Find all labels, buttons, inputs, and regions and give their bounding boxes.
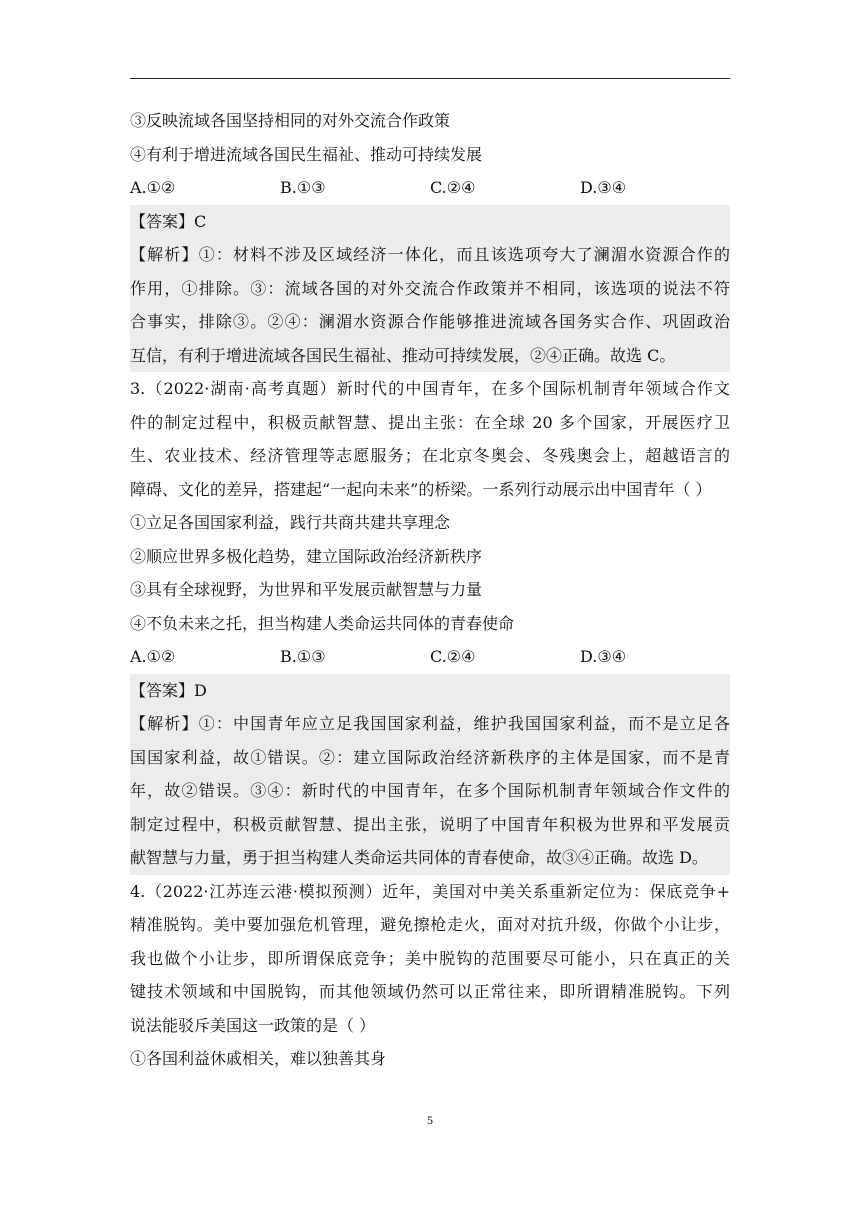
q3-analysis-line: 年，故②错误。③④：新时代的中国青年，在多个国际机制青年领域合作文件的 xyxy=(130,781,730,800)
q3-choices xyxy=(130,640,730,674)
q2-analysis-line: 合事实，排除③。②④：澜湄水资源合作能够推进流域各国务实合作、巩固政治 xyxy=(130,312,730,331)
q2-analysis-line: 互信，有利于增进流域各国民生福祉、推动可持续发展，②④正确。故选 C。 xyxy=(130,345,676,365)
q3-stem-line: 障碍、文化的差异，搭建起“一起向未来”的桥梁。一系列行动展示出中国青年（ ） xyxy=(130,479,712,499)
q3-option-3: ③具有全球视野，为世界和平发展贡献智慧与力量 xyxy=(130,580,483,599)
q3-analysis-line: 制定过程中，积极贡献智慧、提出主张，说明了中国青年积极为世界和平发展贡 xyxy=(130,814,730,834)
q3-stem-line: 生、农业技术、经济管理等志愿服务；在北京冬奥会、冬残奥会上，超越语言的 xyxy=(130,446,730,465)
q3-analysis-line: 国国家利益，故①错误。②：建立国际政治经济新秩序的主体是国家，而不是青 xyxy=(130,747,730,767)
q3-choice-a: A.①② xyxy=(130,647,176,666)
q3-choice-b: B.①③ xyxy=(280,647,326,666)
q2-choices xyxy=(130,171,730,205)
q3-analysis-line: 【解析】①：中国青年应立足我国国家利益，维护我国国家利益，而不是立足各 xyxy=(130,714,730,733)
q3-choice-c: C.②④ xyxy=(430,647,476,666)
q3-option-2: ②顺应世界多极化趋势，建立国际政治经济新秩序 xyxy=(130,546,483,566)
q2-answer-block xyxy=(130,205,730,373)
q4-option-1: ①各国利益休戚相关，难以独善其身 xyxy=(130,1049,387,1068)
q3-stem-line: 件的制定过程中，积极贡献智慧、提出主张：在全球 20 多个国家，开展医疗卫 xyxy=(130,412,730,432)
q3-stem-line: 3.（2022·湖南·高考真题）新时代的中国青年，在多个国际机制青年领域合作文 xyxy=(130,379,730,398)
q2-analysis-line: 【解析】①：材料不涉及区域经济一体化，而且该选项夸大了澜湄水资源合作的 xyxy=(130,245,730,264)
q3-choice-d: D.③④ xyxy=(580,647,627,666)
page-content xyxy=(130,104,730,1076)
q4-stem-line: 说法能驳斥美国这一政策的是（ ） xyxy=(130,1015,376,1035)
q2-option-3: ③反映流域各国坚持相同的对外交流合作政策 xyxy=(130,111,451,130)
q4-stem-line: 我也做个小让步，即所谓保底竞争；美中脱钩的范围要尽可能小，只在真正的关 xyxy=(130,948,730,968)
q4-stem-line: 4.（2022·江苏连云港·模拟预测）近年，美国对中美关系重新定位为：保底竞争+ xyxy=(130,881,730,901)
q2-choice-b: B.①③ xyxy=(280,178,326,197)
header-rule xyxy=(130,78,730,79)
q4-stem-line: 键技术领域和中国脱钩，而其他领域仍然可以正常往来，即所谓精准脱钩。下列 xyxy=(130,982,730,1001)
q3-analysis-line: 献智慧与力量，勇于担当构建人类命运共同体的青春使命，故③④正确。故选 D。 xyxy=(130,848,708,867)
q3-answer-block xyxy=(130,674,730,875)
q4-stem-line: 精准脱钩。美中要加强危机管理，避免擦枪走火，面对对抗升级，你做个小让步， xyxy=(130,915,730,934)
q2-choice-a: A.①② xyxy=(130,178,176,197)
q3-answer: 【答案】D xyxy=(130,680,207,700)
q2-choice-d: D.③④ xyxy=(580,178,627,197)
q2-choice-c: C.②④ xyxy=(430,178,476,197)
q2-answer: 【答案】C xyxy=(130,211,207,231)
q3-option-4: ④不负未来之托，担当构建人类命运共同体的青春使命 xyxy=(130,613,515,633)
q2-option-4: ④有利于增进流域各国民生福祉、推动可持续发展 xyxy=(130,144,483,164)
page-number: 5 xyxy=(427,1113,433,1127)
q2-analysis-line: 作用，①排除。③：流域各国的对外交流合作政策并不相同，该选项的说法不符 xyxy=(130,278,730,298)
q3-option-1: ①立足各国国家利益，践行共商共建共享理念 xyxy=(130,513,451,532)
